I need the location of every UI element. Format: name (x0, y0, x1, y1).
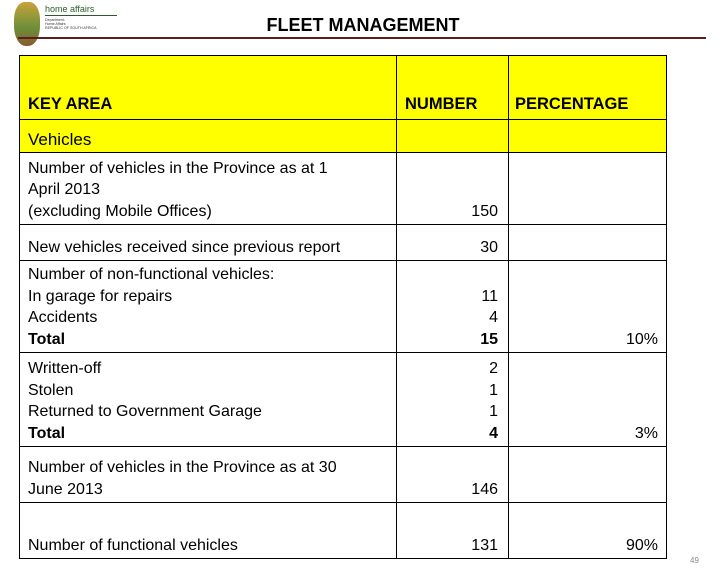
title-divider (18, 37, 706, 39)
key-area-cell-line: New vehicles received since previous report (28, 238, 341, 256)
key-area-cell-line: Number of vehicles in the Province as at 30 (28, 459, 337, 476)
percentage-cell: 90% (509, 503, 667, 559)
table-row (20, 225, 667, 261)
section-row (20, 120, 667, 153)
key-area-cell-line: Stolen (28, 381, 74, 399)
number-cell-line: 150 (471, 202, 498, 220)
number-cell-line: 15 (480, 330, 498, 348)
number-cell (397, 503, 509, 559)
percentage-cell (509, 153, 667, 225)
fleet-table (19, 55, 667, 559)
logo-line: REPUBLIC OF SOUTH AFRICA (45, 26, 97, 30)
empty-cell (397, 120, 509, 153)
number-cell-line: 2 (489, 360, 498, 377)
percentage-cell (509, 225, 667, 261)
table-row (20, 153, 667, 225)
number-cell-line: 1 (489, 403, 498, 420)
header-key-area: KEY AREA (20, 56, 397, 120)
key-area-cell-line: In garage for repairs (28, 287, 173, 305)
percentage-cell: 10% (509, 261, 667, 353)
key-area-cell (20, 353, 397, 447)
number-cell (397, 225, 509, 261)
number-cell-line: 30 (480, 238, 498, 256)
key-area-cell-line: Returned to Government Garage (28, 403, 262, 420)
logo-brand: home affairs (45, 4, 95, 14)
key-area-cell-line: (excluding Mobile Offices) (28, 202, 212, 220)
key-area-cell-line: Total (28, 330, 66, 348)
key-area-cell (20, 153, 397, 225)
table-row (20, 447, 667, 503)
empty-cell (509, 120, 667, 153)
percentage-cell: 3% (509, 353, 667, 447)
key-area-cell-line: Written-off (28, 360, 102, 377)
page-number: 49 (690, 556, 699, 565)
table-row (20, 261, 667, 353)
key-area-cell-line: Accidents (28, 309, 98, 326)
key-area-cell (20, 225, 397, 261)
table-row (20, 353, 667, 447)
number-cell-line: 131 (471, 536, 498, 554)
number-cell-line: 146 (471, 480, 498, 498)
number-cell-line: 1 (489, 381, 498, 399)
logo-line: Department: (45, 18, 65, 22)
number-cell (397, 447, 509, 503)
key-area-cell-line: June 2013 (28, 480, 103, 498)
key-area-cell-line: Number of functional vehicles (28, 536, 238, 554)
number-cell-line: 11 (481, 287, 498, 305)
table-row (20, 503, 667, 559)
percentage-cell (509, 447, 667, 503)
key-area-cell (20, 261, 397, 353)
number-cell-line: 4 (489, 424, 498, 442)
section-label: Vehicles (20, 120, 397, 153)
number-cell (397, 353, 509, 447)
key-area-cell-line: April 2013 (28, 181, 101, 198)
page-title: FLEET MANAGEMENT (266, 15, 460, 35)
number-cell (397, 261, 509, 353)
key-area-cell (20, 447, 397, 503)
key-area-cell (20, 503, 397, 559)
header-percentage: PERCENTAGE (509, 56, 667, 120)
key-area-cell-line: Total (28, 424, 66, 442)
number-cell (397, 153, 509, 225)
key-area-cell-line: Number of non-functional vehicles: (28, 266, 275, 283)
logo-line: Home Affairs (45, 22, 66, 26)
key-area-cell-line: Number of vehicles in the Province as at 1 (28, 159, 328, 177)
number-cell-line: 4 (489, 309, 498, 326)
header-row (20, 56, 667, 120)
header-number: NUMBER (397, 56, 509, 120)
